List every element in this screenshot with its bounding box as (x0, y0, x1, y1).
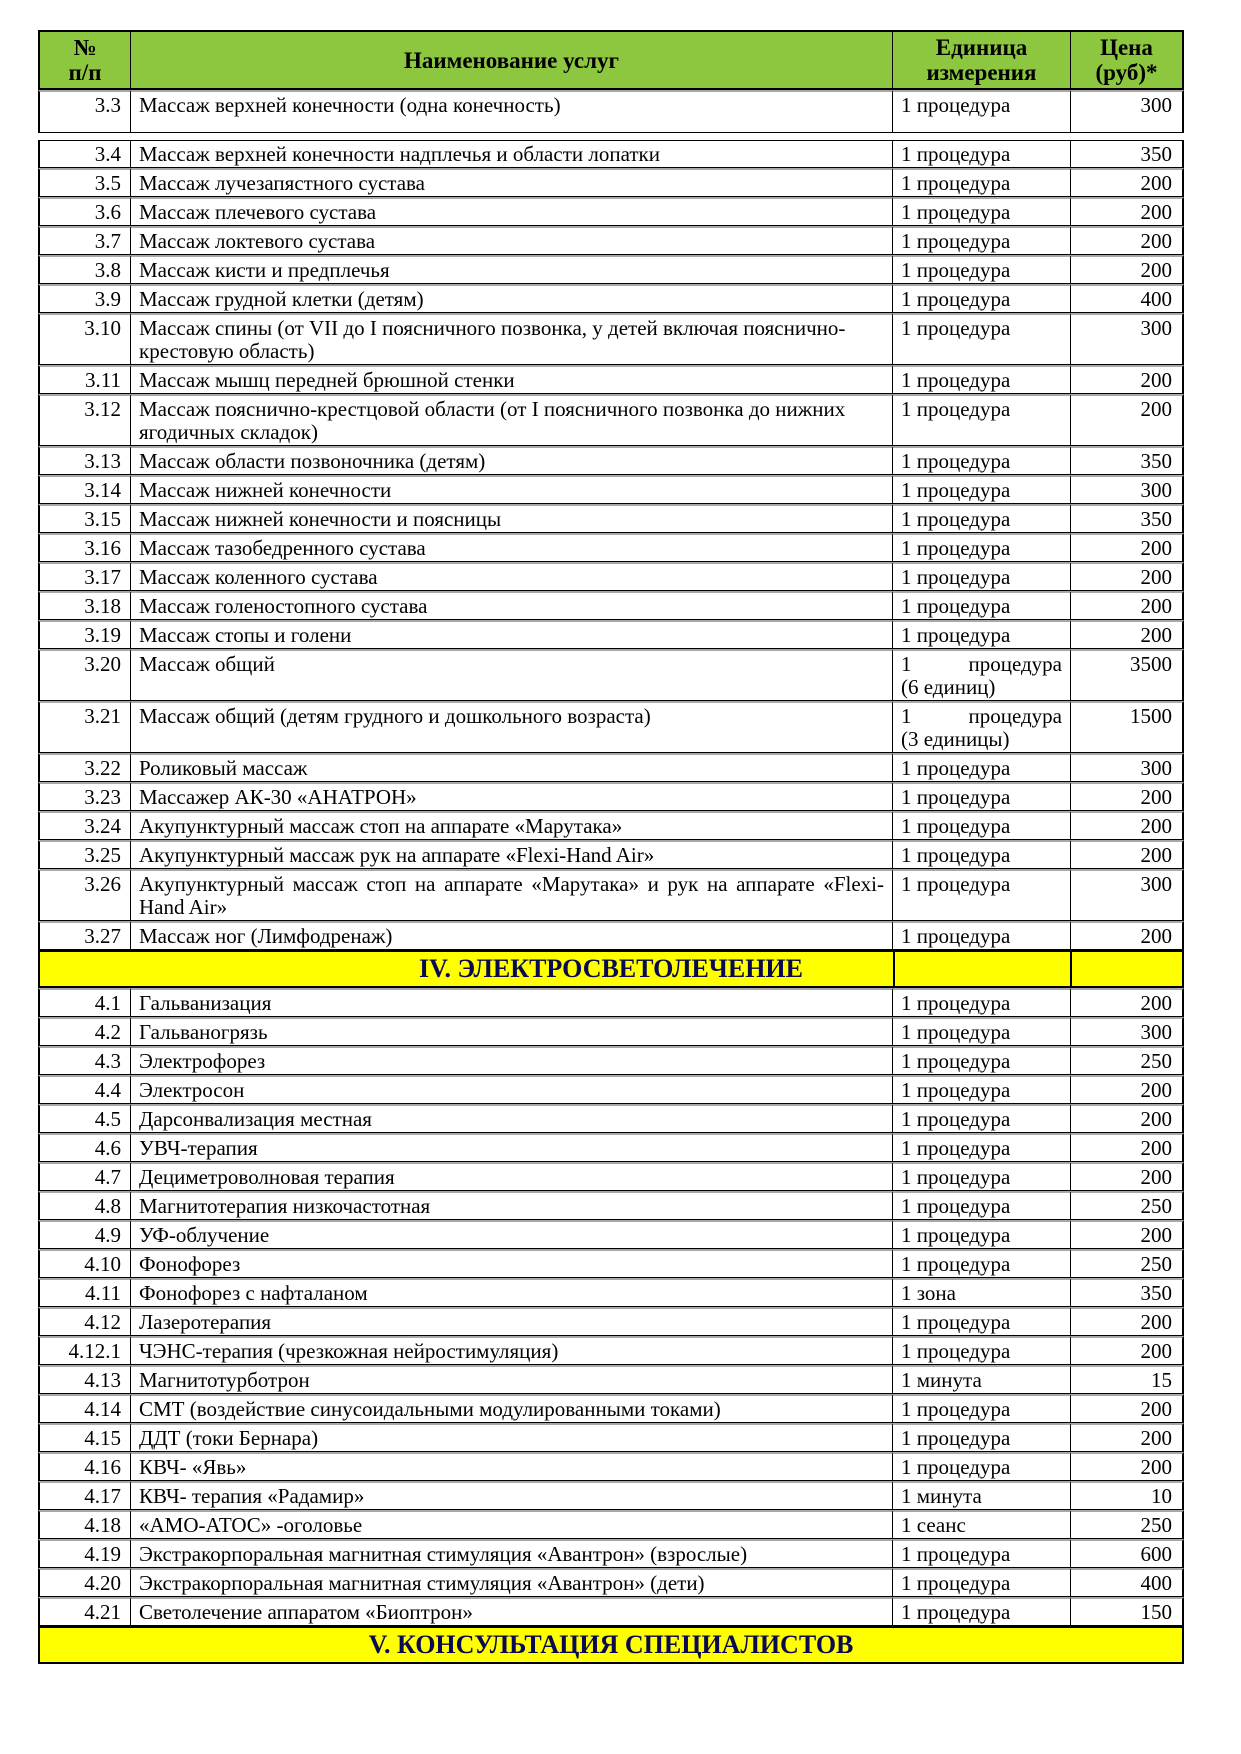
service-name-cell: Дециметроволновая терапия (131, 1162, 893, 1191)
service-name-cell: Дарсонвализация местная (131, 1104, 893, 1133)
unit-cell: 1 процедура (893, 1191, 1071, 1220)
row-number-cell: 3.25 (38, 840, 131, 869)
price-cell: 15 (1071, 1365, 1184, 1394)
unit-cell: 1 процедура (893, 140, 1071, 168)
service-name-cell: Фонофорез с нафталаном (131, 1278, 893, 1307)
table-row (38, 168, 1184, 197)
table-row (38, 1365, 1184, 1394)
service-name-cell: Гальванизация (131, 988, 893, 1017)
price-cell: 300 (1071, 475, 1184, 504)
col-header-unit-line2: измерения (926, 60, 1037, 85)
page-break-gap (38, 133, 1184, 140)
row-number-cell: 4.5 (38, 1104, 131, 1133)
unit-cell: 1 процедура (893, 365, 1071, 394)
unit-cell: 1 сеанс (893, 1510, 1071, 1539)
row-number-cell: 3.11 (38, 365, 131, 394)
price-cell: 600 (1071, 1539, 1184, 1568)
service-name-cell: Роликовый массаж (131, 753, 893, 782)
table-row (38, 921, 1184, 950)
table-row (38, 284, 1184, 313)
unit-line1 (901, 705, 1062, 728)
table-row (38, 1017, 1184, 1046)
service-name-cell: Магнитотурботрон (131, 1365, 893, 1394)
table-row (38, 446, 1184, 475)
price-cell: 200 (1071, 1133, 1184, 1162)
row-number-cell: 4.3 (38, 1046, 131, 1075)
price-cell: 200 (1071, 1452, 1184, 1481)
row-number-cell: 3.7 (38, 226, 131, 255)
unit-cell: 1 процедура (893, 504, 1071, 533)
unit-word: процедура (968, 652, 1062, 676)
unit-cell: 1 процедура (893, 533, 1071, 562)
service-name-cell: КВЧ- «Явь» (131, 1452, 893, 1481)
table-row (38, 365, 1184, 394)
col-header-name: Наименование услуг (131, 30, 893, 90)
row-number-cell: 3.14 (38, 475, 131, 504)
table-row (38, 1075, 1184, 1104)
service-name-cell: Массаж коленного сустава (131, 562, 893, 591)
row-number-cell: 4.16 (38, 1452, 131, 1481)
service-name-cell: Массаж голеностопного сустава (131, 591, 893, 620)
row-number-cell: 4.9 (38, 1220, 131, 1249)
unit-cell: 1 процедура (893, 840, 1071, 869)
row-number-cell: 3.20 (38, 649, 131, 701)
row-number-cell: 4.21 (38, 1597, 131, 1626)
unit-cell: 1 процедура (893, 446, 1071, 475)
row-number-cell: 4.10 (38, 1249, 131, 1278)
unit-line1 (901, 653, 1062, 676)
price-cell: 200 (1071, 255, 1184, 284)
table-row (38, 1423, 1184, 1452)
price-cell: 200 (1071, 620, 1184, 649)
table-row (38, 1133, 1184, 1162)
price-cell: 150 (1071, 1597, 1184, 1626)
table-row (38, 140, 1184, 168)
row-number-cell: 3.10 (38, 313, 131, 365)
service-name-cell: Массаж области позвоночника (детям) (131, 446, 893, 475)
row-number-cell: 3.24 (38, 811, 131, 840)
table-row (38, 504, 1184, 533)
service-name-cell: Массаж стопы и голени (131, 620, 893, 649)
row-number-cell: 4.15 (38, 1423, 131, 1452)
price-table (38, 30, 1184, 1664)
table-row (38, 255, 1184, 284)
table-row (38, 313, 1184, 365)
price-cell: 350 (1071, 140, 1184, 168)
row-number-cell: 3.19 (38, 620, 131, 649)
unit-cell (893, 649, 1071, 701)
row-number-cell: 3.16 (38, 533, 131, 562)
unit-word: процедура (968, 704, 1062, 728)
table-row (38, 197, 1184, 226)
unit-cell: 1 процедура (893, 90, 1071, 133)
service-name-cell: Массаж верхней конечности (одна конечность) (131, 90, 893, 133)
price-table-header (38, 30, 1184, 90)
price-cell: 300 (1071, 1017, 1184, 1046)
unit-line2: (6 единиц) (901, 675, 996, 699)
column-divider-line (1070, 952, 1072, 986)
unit-cell: 1 зона (893, 1278, 1071, 1307)
price-cell: 200 (1071, 782, 1184, 811)
row-number-cell: 3.9 (38, 284, 131, 313)
row-number-cell: 4.12 (38, 1307, 131, 1336)
col-header-unit-line1: Единица (935, 35, 1028, 60)
service-name-cell: Массаж лучезапястного сустава (131, 168, 893, 197)
unit-cell: 1 минута (893, 1365, 1071, 1394)
row-number-cell: 3.18 (38, 591, 131, 620)
price-cell: 200 (1071, 562, 1184, 591)
row-number-cell: 3.8 (38, 255, 131, 284)
price-cell: 200 (1071, 1307, 1184, 1336)
unit-cell: 1 процедура (893, 811, 1071, 840)
col-header-unit (893, 30, 1071, 90)
price-cell: 200 (1071, 921, 1184, 950)
table-row (38, 1162, 1184, 1191)
row-number-cell: 3.21 (38, 701, 131, 753)
col-header-num-line1: № (73, 35, 97, 60)
price-cell: 400 (1071, 1568, 1184, 1597)
unit-cell: 1 минута (893, 1481, 1071, 1510)
unit-cell: 1 процедура (893, 1017, 1071, 1046)
row-number-cell: 3.13 (38, 446, 131, 475)
section-header-row (38, 1626, 1184, 1664)
unit-cell: 1 процедура (893, 753, 1071, 782)
section-title (38, 950, 1184, 988)
price-cell: 200 (1071, 168, 1184, 197)
table-row (38, 1278, 1184, 1307)
row-number-cell: 4.4 (38, 1075, 131, 1104)
unit-cell: 1 процедура (893, 168, 1071, 197)
table-row (38, 1539, 1184, 1568)
table-row (38, 1249, 1184, 1278)
unit-cell: 1 процедура (893, 284, 1071, 313)
price-cell: 250 (1071, 1191, 1184, 1220)
row-number-cell: 3.15 (38, 504, 131, 533)
row-number-cell: 4.6 (38, 1133, 131, 1162)
unit-cell: 1 процедура (893, 869, 1071, 921)
table-row (38, 840, 1184, 869)
price-cell: 200 (1071, 1162, 1184, 1191)
row-number-cell: 3.22 (38, 753, 131, 782)
service-name-cell: ДДТ (токи Бернара) (131, 1423, 893, 1452)
table-row (38, 1046, 1184, 1075)
service-name-cell: Массаж тазобедренного сустава (131, 533, 893, 562)
service-name-cell: Электрофорез (131, 1046, 893, 1075)
unit-cell: 1 процедура (893, 1568, 1071, 1597)
service-name-cell: Массаж плечевого сустава (131, 197, 893, 226)
service-name-cell: КВЧ- терапия «Радамир» (131, 1481, 893, 1510)
service-name-cell: Светолечение аппаратом «Биоптрон» (131, 1597, 893, 1626)
table-row (38, 1452, 1184, 1481)
unit-cell: 1 процедура (893, 1075, 1071, 1104)
row-number-cell: 3.6 (38, 197, 131, 226)
service-name-cell: Массаж общий (131, 649, 893, 701)
price-cell: 300 (1071, 869, 1184, 921)
row-number-cell: 3.23 (38, 782, 131, 811)
service-name-cell: Экстракорпоральная магнитная стимуляция «Авантрон» (взрослые) (131, 1539, 893, 1568)
unit-cell: 1 процедура (893, 394, 1071, 446)
price-cell: 200 (1071, 1423, 1184, 1452)
table-row (38, 782, 1184, 811)
service-name-cell: Акупунктурный массаж стоп на аппарате «Марутака» и рук на аппарате «Flexi-Hand Air» (131, 869, 893, 921)
table-row (38, 226, 1184, 255)
row-number-cell: 3.3 (38, 90, 131, 133)
price-cell: 200 (1071, 1104, 1184, 1133)
unit-cell: 1 процедура (893, 921, 1071, 950)
section-title (38, 1626, 1184, 1664)
row-number-cell: 4.12.1 (38, 1336, 131, 1365)
price-cell: 200 (1071, 988, 1184, 1017)
table-row (38, 394, 1184, 446)
row-number-cell: 4.13 (38, 1365, 131, 1394)
service-name-cell: УФ-облучение (131, 1220, 893, 1249)
service-name-cell: «АМО-АТОС» -оголовье (131, 1510, 893, 1539)
price-cell: 300 (1071, 313, 1184, 365)
service-name-cell: Массаж нижней конечности и поясницы (131, 504, 893, 533)
service-name-cell: Экстракорпоральная магнитная стимуляция «Авантрон» (дети) (131, 1568, 893, 1597)
section-title-text: V. КОНСУЛЬТАЦИЯ СПЕЦИАЛИСТОВ (368, 1630, 854, 1659)
unit-line2: (3 единицы) (901, 727, 1010, 751)
service-name-cell: ЧЭНС-терапия (чрезкожная нейростимуляция) (131, 1336, 893, 1365)
row-number-cell: 4.19 (38, 1539, 131, 1568)
price-cell: 10 (1071, 1481, 1184, 1510)
price-cell: 400 (1071, 284, 1184, 313)
price-cell: 200 (1071, 811, 1184, 840)
price-cell: 250 (1071, 1510, 1184, 1539)
row-number-cell: 4.8 (38, 1191, 131, 1220)
price-cell: 200 (1071, 197, 1184, 226)
service-name-cell: Массаж общий (детям грудного и дошкольного возраста) (131, 701, 893, 753)
service-name-cell: Массаж спины (от VII до I поясничного позвонка, у детей включая пояснично-крестовую область) (131, 313, 893, 365)
unit-qty: 1 (901, 652, 912, 676)
price-cell: 200 (1071, 533, 1184, 562)
service-name-cell: Массаж нижней конечности (131, 475, 893, 504)
unit-cell: 1 процедура (893, 988, 1071, 1017)
service-name-cell: Акупунктурный массаж рук на аппарате «Flexi-Hand Air» (131, 840, 893, 869)
col-header-price-line2: (руб)* (1095, 60, 1158, 85)
service-name-cell: Массаж мышц передней брюшной стенки (131, 365, 893, 394)
unit-cell: 1 процедура (893, 1336, 1071, 1365)
table-row (38, 475, 1184, 504)
price-cell: 200 (1071, 1336, 1184, 1365)
col-header-price (1071, 30, 1184, 90)
price-cell: 350 (1071, 446, 1184, 475)
table-row (38, 90, 1184, 133)
price-cell: 350 (1071, 504, 1184, 533)
price-cell: 1500 (1071, 701, 1184, 753)
price-cell: 200 (1071, 1075, 1184, 1104)
table-row (38, 1104, 1184, 1133)
unit-cell: 1 процедура (893, 475, 1071, 504)
unit-cell: 1 процедура (893, 1133, 1071, 1162)
table-row (38, 1597, 1184, 1626)
unit-cell: 1 процедура (893, 562, 1071, 591)
table-row (38, 533, 1184, 562)
unit-cell: 1 процедура (893, 591, 1071, 620)
service-name-cell: Массажер АК-30 «АНАТРОН» (131, 782, 893, 811)
service-name-cell: Гальваногрязь (131, 1017, 893, 1046)
service-name-cell: Лазеротерапия (131, 1307, 893, 1336)
unit-cell: 1 процедура (893, 255, 1071, 284)
table-row (38, 591, 1184, 620)
service-name-cell: Массаж верхней конечности надплечья и области лопатки (131, 140, 893, 168)
table-row (38, 1510, 1184, 1539)
price-cell: 250 (1071, 1249, 1184, 1278)
row-number-cell: 3.17 (38, 562, 131, 591)
unit-cell: 1 процедура (893, 1104, 1071, 1133)
section-header-row (38, 950, 1184, 988)
price-cell: 250 (1071, 1046, 1184, 1075)
price-cell: 200 (1071, 365, 1184, 394)
row-number-cell: 4.2 (38, 1017, 131, 1046)
service-name-cell: Массаж пояснично-крестцовой области (от I поясничного позвонка до нижних ягодичных складок) (131, 394, 893, 446)
unit-qty: 1 (901, 704, 912, 728)
table-row (38, 869, 1184, 921)
table-row (38, 620, 1184, 649)
table-row (38, 562, 1184, 591)
row-number-cell: 4.14 (38, 1394, 131, 1423)
unit-cell: 1 процедура (893, 1249, 1071, 1278)
table-row (38, 753, 1184, 782)
unit-cell: 1 процедура (893, 1220, 1071, 1249)
unit-cell: 1 процедура (893, 197, 1071, 226)
price-cell: 200 (1071, 591, 1184, 620)
column-divider-line (893, 952, 895, 986)
col-header-price-line1: Цена (1100, 35, 1153, 60)
table-row (38, 1336, 1184, 1365)
row-number-cell: 4.17 (38, 1481, 131, 1510)
row-number-cell: 4.20 (38, 1568, 131, 1597)
price-cell: 3500 (1071, 649, 1184, 701)
col-header-num-line2: п/п (68, 60, 102, 85)
price-cell: 200 (1071, 1220, 1184, 1249)
table-row (38, 1307, 1184, 1336)
row-number-cell: 4.18 (38, 1510, 131, 1539)
table-row (38, 1220, 1184, 1249)
row-number-cell: 3.4 (38, 140, 131, 168)
service-name-cell: СМТ (воздействие синусоидальными модулированными токами) (131, 1394, 893, 1423)
price-cell: 200 (1071, 1394, 1184, 1423)
service-name-cell: Электросон (131, 1075, 893, 1104)
service-name-cell: Магнитотерапия низкочастотная (131, 1191, 893, 1220)
table-row (38, 1481, 1184, 1510)
unit-cell (893, 701, 1071, 753)
table-row (38, 1394, 1184, 1423)
service-name-cell: Массаж ног (Лимфодренаж) (131, 921, 893, 950)
price-cell: 300 (1071, 753, 1184, 782)
row-number-cell: 4.7 (38, 1162, 131, 1191)
row-number-cell: 3.26 (38, 869, 131, 921)
header-row (38, 30, 1184, 90)
unit-cell: 1 процедура (893, 1597, 1071, 1626)
unit-cell: 1 процедура (893, 1452, 1071, 1481)
table-row (38, 701, 1184, 753)
table-row (38, 1568, 1184, 1597)
row-number-cell: 4.11 (38, 1278, 131, 1307)
service-name-cell: Акупунктурный массаж стоп на аппарате «Марутака» (131, 811, 893, 840)
row-number-cell: 3.5 (38, 168, 131, 197)
price-cell: 200 (1071, 840, 1184, 869)
unit-cell: 1 процедура (893, 1539, 1071, 1568)
table-row (38, 988, 1184, 1017)
service-name-cell: Массаж грудной клетки (детям) (131, 284, 893, 313)
price-table-body (38, 90, 1184, 1664)
table-row (38, 1191, 1184, 1220)
price-cell: 350 (1071, 1278, 1184, 1307)
price-cell: 200 (1071, 226, 1184, 255)
table-row (38, 649, 1184, 701)
price-cell: 300 (1071, 90, 1184, 133)
service-name-cell: Массаж кисти и предплечья (131, 255, 893, 284)
section-title-text: IV. ЭЛЕКТРОСВЕТОЛЕЧЕНИЕ (418, 954, 804, 983)
unit-cell: 1 процедура (893, 1423, 1071, 1452)
table-row (38, 811, 1184, 840)
service-name-cell: УВЧ-терапия (131, 1133, 893, 1162)
service-name-cell: Массаж локтевого сустава (131, 226, 893, 255)
row-number-cell: 3.27 (38, 921, 131, 950)
unit-cell: 1 процедура (893, 1394, 1071, 1423)
unit-cell: 1 процедура (893, 782, 1071, 811)
row-number-cell: 4.1 (38, 988, 131, 1017)
col-header-num (38, 30, 131, 90)
price-cell: 200 (1071, 394, 1184, 446)
unit-cell: 1 процедура (893, 313, 1071, 365)
unit-cell: 1 процедура (893, 620, 1071, 649)
row-number-cell: 3.12 (38, 394, 131, 446)
unit-cell: 1 процедура (893, 226, 1071, 255)
page-break-gap-cell (38, 133, 1184, 140)
service-name-cell: Фонофорез (131, 1249, 893, 1278)
unit-cell: 1 процедура (893, 1162, 1071, 1191)
unit-cell: 1 процедура (893, 1046, 1071, 1075)
unit-cell: 1 процедура (893, 1307, 1071, 1336)
